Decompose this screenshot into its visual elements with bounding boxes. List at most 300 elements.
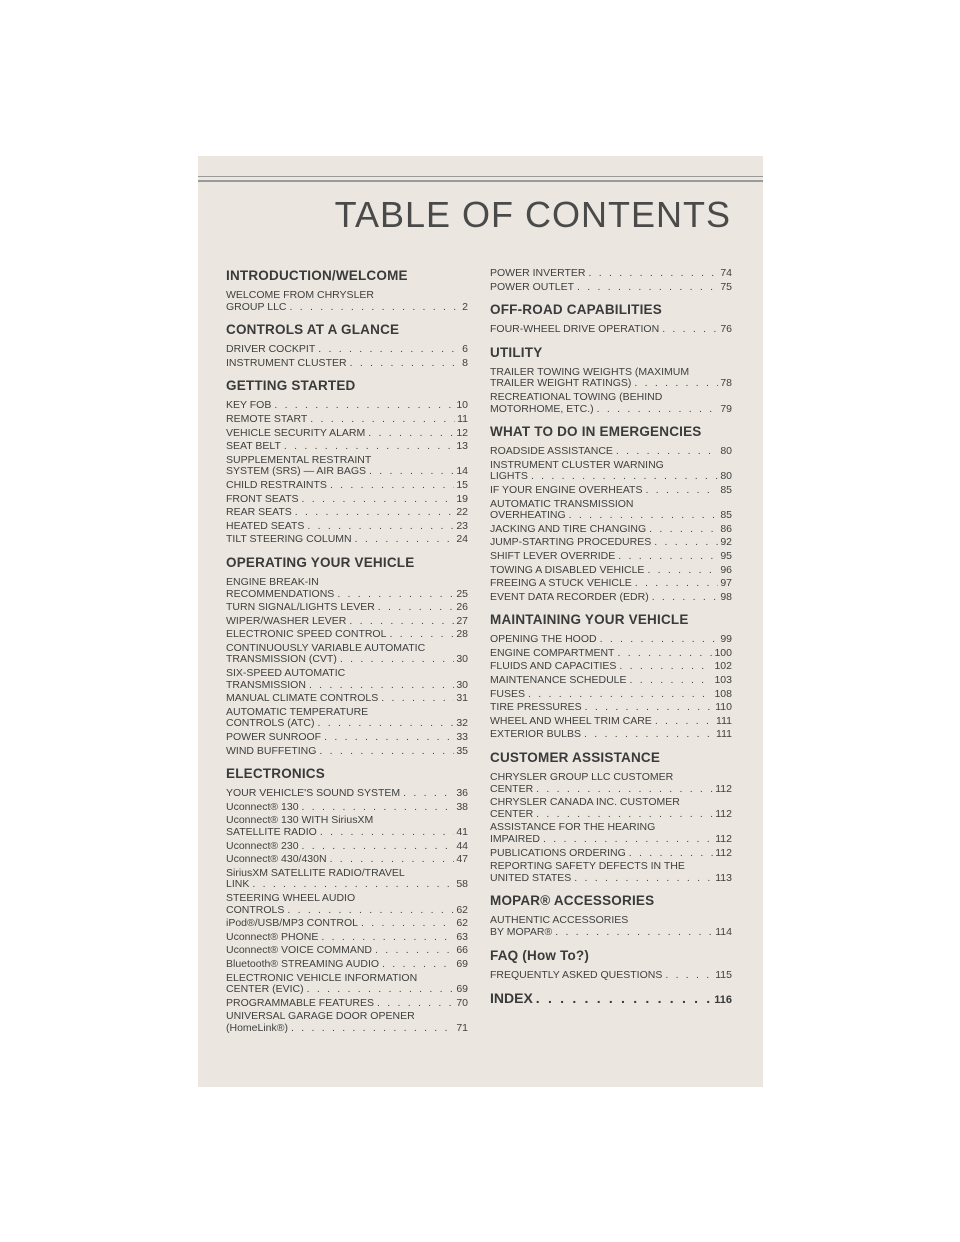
toc-entry[interactable] xyxy=(226,616,468,628)
toc-entry-line xyxy=(226,534,468,546)
toc-entry[interactable] xyxy=(490,822,732,845)
section-gap xyxy=(490,295,732,302)
toc-entry-line xyxy=(490,809,732,821)
toc-entry-page: 63 xyxy=(456,930,468,943)
leader-dots xyxy=(584,729,714,741)
leader-dots xyxy=(555,927,713,939)
toc-entry[interactable] xyxy=(490,675,732,687)
toc-entry[interactable] xyxy=(226,973,468,996)
leader-dots xyxy=(274,400,454,412)
leader-dots xyxy=(635,578,719,590)
toc-entry-text: FUSES xyxy=(490,687,526,700)
toc-entry-line xyxy=(226,521,468,533)
section-gap xyxy=(490,605,732,612)
toc-entry-page: 78 xyxy=(720,377,732,390)
section-gap xyxy=(490,941,732,948)
toc-section-heading[interactable]: MOPAR® ACCESSORIES xyxy=(490,893,655,909)
toc-entry-page: 23 xyxy=(456,519,468,532)
section-gap xyxy=(226,548,468,555)
toc-entry[interactable] xyxy=(226,290,468,313)
toc-entry[interactable] xyxy=(226,998,468,1010)
toc-entry[interactable] xyxy=(226,414,468,426)
toc-entry-page: 35 xyxy=(456,744,468,757)
toc-entry-text: HEATED SEATS xyxy=(226,519,305,532)
toc-entry-line xyxy=(226,945,468,957)
section-gap xyxy=(490,417,732,424)
toc-entry-text: FREEING A STUCK VEHICLE xyxy=(490,577,632,590)
toc-section xyxy=(490,893,732,947)
toc-entry-text: ASSISTANCE FOR THE HEARING xyxy=(490,821,656,834)
toc-entry[interactable] xyxy=(226,707,468,730)
toc-entry[interactable] xyxy=(490,367,732,390)
toc-entry[interactable] xyxy=(490,689,732,701)
leader-dots xyxy=(536,809,713,821)
toc-entry-line xyxy=(226,414,468,426)
toc-entry-text: LINK xyxy=(226,878,250,891)
toc-entry-page: 13 xyxy=(456,440,468,453)
toc-entry-page: 80 xyxy=(720,470,732,483)
toc-entry[interactable] xyxy=(226,868,468,891)
toc-entry-page: 62 xyxy=(456,917,468,930)
toc-entry-page: 112 xyxy=(715,782,732,795)
toc-entry[interactable] xyxy=(226,507,468,519)
toc-left-column xyxy=(226,268,468,1044)
toc-entry-text: MAINTENANCE SCHEDULE xyxy=(490,674,627,687)
toc-entry-line xyxy=(226,693,468,705)
toc-entry[interactable] xyxy=(226,534,468,546)
toc-entry-line xyxy=(490,848,732,860)
leader-dots xyxy=(295,507,455,519)
leader-dots xyxy=(320,827,454,839)
toc-entry-text: YOUR VEHICLE'S SOUND SYSTEM xyxy=(226,787,401,800)
toc-entry-text: IF YOUR ENGINE OVERHEATS xyxy=(490,483,643,496)
toc-entry-text: SIX-SPEED AUTOMATIC xyxy=(226,667,346,680)
toc-entry[interactable] xyxy=(490,861,732,884)
toc-entry-text: IMPAIRED xyxy=(490,833,540,845)
toc-entry-text: DRIVER COCKPIT xyxy=(226,343,316,356)
toc-section xyxy=(490,750,732,893)
toc-entry-line xyxy=(490,689,732,701)
toc-entry[interactable] xyxy=(226,932,468,944)
toc-entry[interactable] xyxy=(226,788,468,800)
toc-entry-text: LIGHTS xyxy=(490,470,528,483)
toc-entry-page: 12 xyxy=(456,426,468,439)
leader-dots xyxy=(647,565,718,577)
toc-entry[interactable] xyxy=(226,693,468,705)
toc-entry[interactable] xyxy=(490,485,732,497)
toc-entry-text: OVERHEATING xyxy=(490,509,566,522)
leader-dots xyxy=(284,441,454,453)
toc-entry-page: 74 xyxy=(720,267,732,279)
toc-entry-line xyxy=(226,577,468,589)
toc-entry-line xyxy=(490,537,732,549)
toc-entry[interactable] xyxy=(490,797,732,820)
toc-entry-line xyxy=(490,485,732,497)
toc-section xyxy=(226,555,468,766)
header-rule-bottom xyxy=(198,180,763,182)
toc-entry-page: 19 xyxy=(456,492,468,505)
toc-entry-text: REAR SEATS xyxy=(226,506,292,519)
toc-entry-text: ENGINE COMPARTMENT xyxy=(490,646,615,659)
toc-entry[interactable] xyxy=(490,702,732,714)
leader-dots xyxy=(597,404,719,416)
leader-dots xyxy=(291,1023,454,1035)
toc-entry[interactable] xyxy=(490,970,732,982)
toc-entry-text: SHIFT LEVER OVERRIDE xyxy=(490,549,616,562)
toc-entry[interactable] xyxy=(226,732,468,744)
toc-entry-page: 25 xyxy=(456,587,468,600)
toc-entry[interactable] xyxy=(490,446,732,458)
toc-entry-text: TRAILER WEIGHT RATINGS) xyxy=(490,377,632,390)
toc-entry-text: RECOMMENDATIONS xyxy=(226,587,335,600)
toc-entry[interactable] xyxy=(490,634,732,646)
toc-entry[interactable] xyxy=(490,460,732,483)
toc-section xyxy=(490,268,732,302)
toc-section-heading[interactable]: UTILITY xyxy=(490,344,543,360)
toc-entry-page: 79 xyxy=(720,402,732,415)
toc-entry[interactable] xyxy=(226,815,468,838)
leader-dots xyxy=(665,970,713,982)
toc-entry-text: AUTOMATIC TRANSMISSION xyxy=(490,497,634,510)
toc-entry[interactable] xyxy=(490,282,732,294)
toc-entry[interactable] xyxy=(226,841,468,853)
leader-dots xyxy=(377,998,454,1010)
toc-entry-text: GROUP LLC xyxy=(226,300,287,313)
leader-dots xyxy=(368,428,454,440)
toc-entry[interactable] xyxy=(226,1011,468,1034)
toc-entry-page: 44 xyxy=(456,839,468,852)
leader-dots xyxy=(528,689,712,701)
toc-section-heading[interactable]: FAQ (How To?) xyxy=(490,947,590,963)
toc-entry-page: 14 xyxy=(456,465,468,478)
leader-dots xyxy=(321,932,454,944)
toc-entry-line xyxy=(490,834,732,846)
toc-entry[interactable] xyxy=(226,802,468,814)
leader-dots xyxy=(309,680,454,692)
toc-entry-line xyxy=(226,998,468,1010)
toc-entry[interactable] xyxy=(490,772,732,795)
leader-dots xyxy=(324,732,454,744)
toc-entry-text: AUTOMATIC TEMPERATURE xyxy=(226,705,369,718)
toc-entry-text: MANUAL CLIMATE CONTROLS xyxy=(226,692,379,705)
toc-entry-text: POWER OUTLET xyxy=(490,280,575,293)
toc-entry-page: 103 xyxy=(714,674,732,687)
toc-entry-text: TRAILER TOWING WEIGHTS (MAXIMUM xyxy=(490,365,690,378)
leader-dots xyxy=(630,675,713,687)
toc-entry-line xyxy=(226,802,468,814)
leader-dots xyxy=(536,784,713,796)
toc-section-heading[interactable]: OFF-ROAD CAPABILITIES xyxy=(490,302,662,318)
toc-entry-page: 98 xyxy=(720,590,732,603)
toc-entry-text: WELCOME FROM CHRYSLER xyxy=(226,289,374,301)
toc-entry[interactable] xyxy=(226,602,468,614)
toc-entry-page: 32 xyxy=(456,717,468,730)
leader-dots xyxy=(330,480,454,492)
toc-entry-page: 111 xyxy=(716,728,732,741)
toc-entry-line xyxy=(490,578,732,590)
leader-dots xyxy=(654,537,718,549)
toc-entry[interactable] xyxy=(226,893,468,916)
toc-section-heading[interactable]: WHAT TO DO IN EMERGENCIES xyxy=(490,424,702,440)
toc-entry-page: 15 xyxy=(456,478,468,491)
toc-entry-text: CHILD RESTRAINTS xyxy=(226,478,327,491)
toc-entry[interactable] xyxy=(490,537,732,549)
toc-section-heading[interactable]: CONTROLS AT A GLANCE xyxy=(226,322,400,338)
leader-dots xyxy=(629,848,714,860)
toc-entry[interactable] xyxy=(226,494,468,506)
leader-dots xyxy=(349,616,454,628)
toc-entry[interactable] xyxy=(490,848,732,860)
leader-dots xyxy=(310,414,455,426)
toc-entry-page: 30 xyxy=(456,653,468,666)
toc-entry-text: REMOTE START xyxy=(226,412,308,425)
toc-entry-text: Uconnect® 130 xyxy=(226,800,299,813)
leader-dots xyxy=(585,702,714,714)
toc-section xyxy=(226,378,468,555)
toc-entry-text: EXTERIOR BULBS xyxy=(490,728,582,741)
toc-entry-page: 71 xyxy=(456,1021,468,1034)
toc-entry-page: 24 xyxy=(456,533,468,546)
toc-entry-page: 76 xyxy=(720,323,732,336)
toc-entry[interactable] xyxy=(226,668,468,691)
toc-entry[interactable] xyxy=(490,565,732,577)
toc-entry[interactable] xyxy=(226,629,468,641)
toc-right-column xyxy=(490,268,732,1006)
toc-entry-line xyxy=(490,565,732,577)
toc-entry-line xyxy=(490,675,732,687)
toc-entry-line xyxy=(490,873,732,885)
toc-entry-line xyxy=(226,868,468,880)
toc-entry-line xyxy=(490,970,732,982)
toc-entry[interactable] xyxy=(490,729,732,741)
toc-entry-text: KEY FOB xyxy=(226,399,272,412)
toc-entry-line xyxy=(490,378,732,390)
leader-dots xyxy=(355,534,455,546)
toc-entry[interactable] xyxy=(490,268,732,280)
toc-entry-line xyxy=(226,629,468,641)
section-gap xyxy=(490,338,732,345)
toc-entry[interactable] xyxy=(490,648,732,660)
toc-entry[interactable] xyxy=(490,392,732,415)
page-title: TABLE OF CONTENTS xyxy=(334,194,731,235)
toc-entry-text: SUPPLEMENTAL RESTRAINT xyxy=(226,453,372,466)
toc-entry[interactable] xyxy=(226,344,468,356)
toc-entry-text: REPORTING SAFETY DEFECTS IN THE xyxy=(490,860,685,873)
leader-dots xyxy=(318,344,460,356)
toc-entry-page: 22 xyxy=(456,506,468,519)
toc-entry-text: ENGINE BREAK-IN xyxy=(226,575,319,588)
toc-entry-page: 115 xyxy=(715,968,732,981)
toc-entry-page: 28 xyxy=(456,628,468,641)
toc-index-page: 116 xyxy=(714,994,732,1007)
leader-dots xyxy=(531,471,718,483)
toc-entry-page: 95 xyxy=(720,549,732,562)
toc-entry-page: 10 xyxy=(456,399,468,412)
toc-entry[interactable] xyxy=(226,358,468,370)
toc-entry-line xyxy=(490,471,732,483)
toc-entry-line xyxy=(490,392,732,404)
toc-entry[interactable] xyxy=(490,499,732,522)
leader-dots xyxy=(375,945,454,957)
toc-entry[interactable] xyxy=(490,592,732,604)
toc-entry[interactable] xyxy=(226,521,468,533)
toc-entry-text: JACKING AND TIRE CHANGING xyxy=(490,522,647,535)
toc-entry-line xyxy=(490,702,732,714)
toc-entry[interactable] xyxy=(226,643,468,666)
toc-section-heading[interactable]: ELECTRONICS xyxy=(226,766,325,782)
toc-entry-text: TRANSMISSION xyxy=(226,678,306,691)
toc-entry-text: WHEEL AND WHEEL TRIM CARE xyxy=(490,714,652,727)
toc-entry-line xyxy=(226,358,468,370)
toc-entry-page: 113 xyxy=(715,871,732,884)
leader-dots xyxy=(389,629,454,641)
toc-section xyxy=(490,345,732,424)
toc-entry-text: FLUIDS AND CAPACITIES xyxy=(490,660,617,673)
toc-entry-text: ELECTRONIC SPEED CONTROL xyxy=(226,628,387,641)
toc-entry[interactable] xyxy=(226,746,468,758)
toc-entry[interactable] xyxy=(490,524,732,536)
toc-entry[interactable] xyxy=(226,577,468,600)
toc-entry-text: SYSTEM (SRS) — AIR BAGS xyxy=(226,465,367,478)
toc-entry[interactable] xyxy=(226,480,468,492)
toc-entry-text: BY MOPAR® xyxy=(490,925,553,938)
toc-entry-line xyxy=(226,654,468,666)
toc-entry[interactable] xyxy=(226,854,468,866)
leader-dots xyxy=(616,446,718,458)
toc-index-entry[interactable] xyxy=(490,990,732,1006)
toc-section-heading[interactable]: INTRODUCTION/WELCOME xyxy=(226,268,408,283)
toc-entry-text: TILT STEERING COLUMN xyxy=(226,533,352,546)
toc-entry-line xyxy=(226,344,468,356)
toc-entry-text: POWER INVERTER xyxy=(490,267,586,279)
toc-entry-line xyxy=(490,282,732,294)
toc-entry-line xyxy=(490,551,732,563)
toc-entry-line xyxy=(226,602,468,614)
toc-entry-line xyxy=(490,324,732,336)
toc-entry-text: Bluetooth® STREAMING AUDIO xyxy=(226,957,380,970)
toc-entry[interactable] xyxy=(226,441,468,453)
toc-entry-page: 66 xyxy=(456,944,468,957)
toc-entry-text: WIND BUFFETING xyxy=(226,744,317,757)
toc-entry[interactable] xyxy=(226,400,468,412)
toc-entry-text: ROADSIDE ASSISTANCE xyxy=(490,445,613,458)
toc-entry-line xyxy=(226,302,468,314)
toc-entry-text: PUBLICATIONS ORDERING xyxy=(490,846,626,859)
toc-entry-text: CENTER xyxy=(490,782,534,795)
toc-entry-text: SATELLITE RADIO xyxy=(226,826,317,838)
toc-entry-page: 99 xyxy=(720,633,732,646)
section-gap xyxy=(226,1037,468,1044)
toc-entry-line xyxy=(490,404,732,416)
leader-dots xyxy=(319,746,454,758)
toc-entry-text: UNITED STATES xyxy=(490,871,572,884)
section-gap xyxy=(226,371,468,378)
toc-entry-text: CONTROLS (ATC) xyxy=(226,717,315,730)
toc-entry-text: OPENING THE HOOD xyxy=(490,633,597,646)
toc-entry-page: 110 xyxy=(715,701,732,714)
leader-dots xyxy=(569,510,719,522)
toc-entry-line xyxy=(490,268,732,280)
toc-section-heading[interactable]: OPERATING YOUR VEHICLE xyxy=(226,554,415,570)
leader-dots xyxy=(618,551,718,563)
leader-dots xyxy=(302,802,455,814)
toc-entry-text: TRANSMISSION (CVT) xyxy=(226,653,337,666)
section-gap xyxy=(226,315,468,322)
toc-entry-page: 2 xyxy=(462,300,468,313)
toc-entry-line xyxy=(226,480,468,492)
toc-entry-line xyxy=(226,589,468,601)
toc-section-heading[interactable]: GETTING STARTED xyxy=(226,378,356,394)
toc-entry-line xyxy=(226,905,468,917)
leader-dots xyxy=(317,718,454,730)
leader-dots xyxy=(662,324,718,336)
toc-entry-line xyxy=(490,510,732,522)
toc-entry[interactable] xyxy=(490,661,732,673)
toc-section-heading[interactable]: MAINTAINING YOUR VEHICLE xyxy=(490,612,689,628)
leader-dots xyxy=(369,466,454,478)
leader-dots xyxy=(634,378,718,390)
toc-entry[interactable] xyxy=(490,324,732,336)
leader-dots xyxy=(287,905,454,917)
toc-entry-text: INSTRUMENT CLUSTER xyxy=(226,356,347,369)
toc-entry[interactable] xyxy=(226,428,468,440)
toc-entry-line xyxy=(226,893,468,905)
toc-entry-line xyxy=(490,729,732,741)
toc-entry[interactable] xyxy=(490,578,732,590)
toc-entry-page: 102 xyxy=(714,660,732,673)
toc-entry-text: POWER SUNROOF xyxy=(226,731,322,744)
toc-entry[interactable] xyxy=(226,945,468,957)
toc-section xyxy=(490,302,732,345)
toc-entry-text: RECREATIONAL TOWING (BEHIND xyxy=(490,390,663,403)
toc-entry[interactable] xyxy=(490,716,732,728)
leader-dots xyxy=(649,524,718,536)
toc-section xyxy=(226,268,468,322)
document-page xyxy=(198,156,763,1087)
toc-entry-text: CONTINUOUSLY VARIABLE AUTOMATIC xyxy=(226,641,426,654)
toc-entry-line xyxy=(226,680,468,692)
toc-entry[interactable] xyxy=(226,959,468,971)
leader-dots xyxy=(536,990,712,1006)
toc-section xyxy=(490,948,732,991)
toc-entry-page: 96 xyxy=(720,563,732,576)
toc-entry-line xyxy=(226,290,468,302)
toc-entry-line xyxy=(226,494,468,506)
toc-entry-page: 100 xyxy=(714,646,732,659)
toc-entry-text: FOUR-WHEEL DRIVE OPERATION xyxy=(490,323,660,336)
toc-entry-page: 70 xyxy=(456,996,468,1009)
leader-dots xyxy=(617,648,712,660)
leader-dots xyxy=(361,918,454,930)
leader-dots xyxy=(652,592,719,604)
toc-entry[interactable] xyxy=(226,455,468,478)
toc-entry[interactable] xyxy=(226,918,468,930)
leader-dots xyxy=(350,358,461,370)
toc-entry-text: SEAT BELT xyxy=(226,440,281,453)
toc-entry[interactable] xyxy=(490,551,732,563)
toc-entry-text: AUTHENTIC ACCESSORIES xyxy=(490,914,629,927)
toc-entry-page: 85 xyxy=(720,509,732,522)
toc-entry-line xyxy=(226,788,468,800)
toc-section-heading[interactable]: CUSTOMER ASSISTANCE xyxy=(490,750,661,766)
toc-entry-text: SiriusXM SATELLITE RADIO/TRAVEL xyxy=(226,866,405,879)
toc-entry-page: 6 xyxy=(462,343,468,356)
toc-entry[interactable] xyxy=(490,915,732,938)
toc-entry-line xyxy=(226,507,468,519)
toc-entry-page: 41 xyxy=(456,826,468,838)
leader-dots xyxy=(543,834,713,846)
toc-entry-page: 112 xyxy=(715,807,732,820)
